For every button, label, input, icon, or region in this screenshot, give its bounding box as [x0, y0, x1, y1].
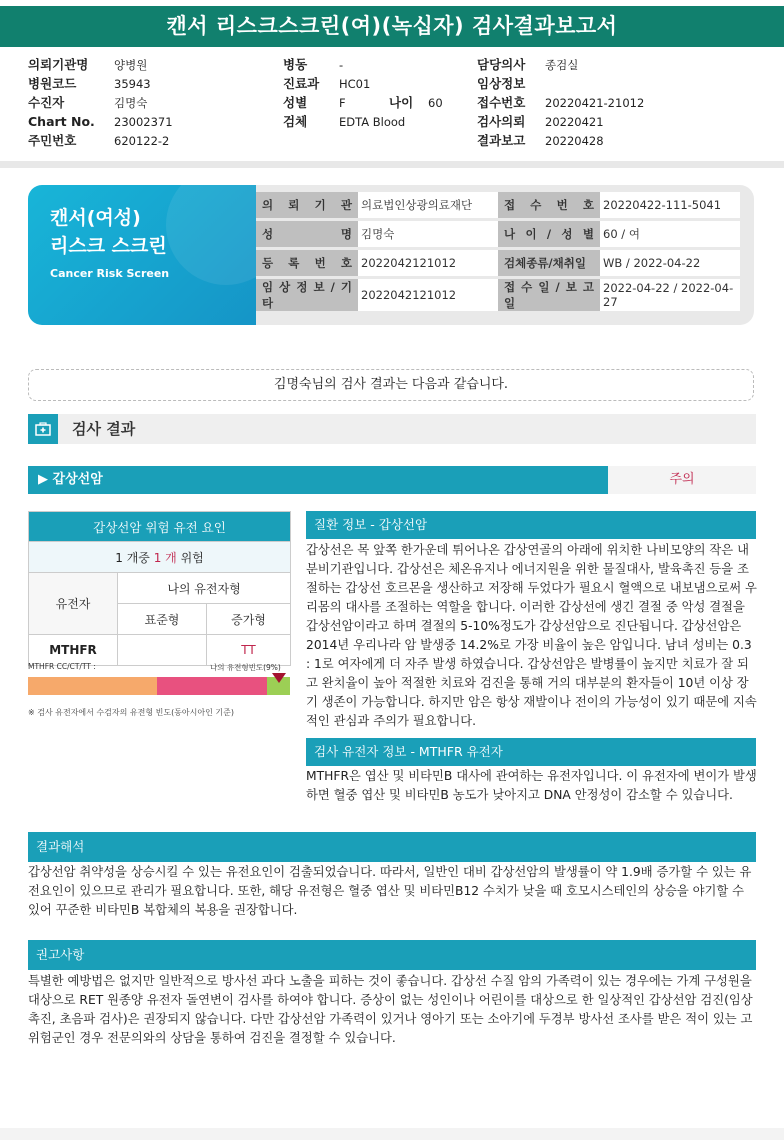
hospital-name-value: 양병원 [114, 58, 148, 72]
department-value: HC01 [339, 77, 371, 91]
info-row [256, 249, 740, 278]
gene-info-header: 검사 유전자 정보 - MTHFR 유전자 [306, 738, 756, 766]
chart-no-label: Chart No. [28, 114, 95, 129]
department-label: 진료과 [283, 76, 320, 91]
report-date-value: 20220428 [545, 134, 604, 148]
patient-info-table [256, 192, 740, 314]
banner-subtitle: Cancer Risk Screen [50, 267, 170, 280]
standard-type-value [118, 635, 207, 666]
gene-column-header: 유전자 [29, 573, 118, 635]
result-section-header [28, 414, 756, 444]
risk-status-badge: 주의 [608, 466, 756, 494]
hospital-code-label: 병원코드 [28, 76, 77, 91]
summary-suffix: 위험 [176, 550, 204, 565]
increased-type-value: TT [207, 635, 291, 666]
interpretation-header: 결과해석 [28, 832, 756, 862]
info-value: 20220422-111-5041 [600, 192, 740, 220]
report-date-label: 결과보고 [477, 133, 526, 148]
chart-no-value: 23002371 [114, 115, 173, 129]
gene-risk-table [28, 511, 291, 666]
banner-title-line1: 캔서(여성) [50, 207, 141, 229]
greeting-message: 김명숙님의 검사 결과는 다음과 같습니다. [28, 369, 754, 401]
disease-info-text: 갑상선은 목 앞쪽 한가운데 튀어나온 갑상연골의 아래에 위치한 나비모양의 작은 내분비기관입니다. 갑상선은 체온유지나 에너지원을 위한 물질대사, 발육촉진 등을 조절하는 갑상선 호르몬을 생산하고 저장해 두었다가 필요시 혈액으로 내보냄으로써 우리몸의 대사를 조절하는 역할을 합니다. 이러한 갑상선에 생긴 결절 중 악성 결절을 갑상선암이라고 하며 결절의 5-10%정도가 갑상선암으로 진단됩니다. 갑상선암은 2014년 우리나라 암 발생중 14.2%로 가장 비율이 높은 암입니다. 남녀 성비는 0.3 : 1로 여자에게 더 자주 발생 하였습니다. 갑상선암은 발병률이 높지만 치료가 잘 되고 완치율이 높아 적절한 치료와 검진을 통해 거의 대부분의 환자들이 10년 이상 장기 생존이 가능합니다. 하지만 암은 항상 재발이나 전이의 가능성이 있기 때문에 지속적인 관심과 주의가 필요합니다. [306, 543, 757, 728]
recommendation-text: 특별한 예방법은 없지만 일반적으로 방사선 과다 노출을 피하는 것이 좋습니다. 갑상선 수질 암의 가족력이 있는 경우에는 가계 구성원을 대상으로 RET 원종양 유전자 돌연변이 검사를 하여야 합니다. 증상이 없는 성인이나 어린이를 대상으로 한 일상적인 갑상선암 검진(임상 촉진, 초음파 검사)은 권장되지 않습니다. 다만 갑상선암 가족력이 있거나 영아기 또는 소아기에 두경부 방사선 조사를 받은 적이 있는 고위험군인 경우 전문의와의 상담을 통하여 검진을 결정할 수 있습니다. [28, 974, 753, 1045]
gene-name: MTHFR [29, 635, 118, 666]
banner-decoration [166, 185, 256, 285]
info-value: 60 / 여 [600, 220, 740, 249]
info-value: 의료법인상광의료재단 [358, 192, 498, 220]
gene-risk-summary [29, 542, 291, 573]
frequency-segment-cc [28, 677, 157, 695]
medical-kit-icon [28, 414, 58, 444]
gene-info-text: MTHFR은 엽산 및 비타민B 대사에 관여하는 유전자입니다. 이 유전자에 변이가 발생하면 혈중 엽산 및 비타민B 농도가 낮아지고 DNA 안정성이 감소할 수 있습니다. [306, 769, 757, 802]
increased-type-header: 증가형 [207, 604, 291, 635]
request-date-label: 검사의뢰 [477, 114, 526, 129]
info-label: 등 록 번 호 [256, 249, 358, 278]
genotype-freq-label: MTHFR CC/CT/TT : [28, 662, 96, 671]
gene-table-title: 갑상선암 위험 유전 요인 [29, 512, 291, 542]
info-label: 성 명 [256, 220, 358, 249]
info-value: 김명숙 [358, 220, 498, 249]
doctor-value: 종검실 [545, 58, 579, 72]
frequency-footnote: ※ 검사 유전자에서 수검자의 유전형 빈도(동아시아인 기준) [28, 708, 234, 717]
header-divider [0, 161, 784, 168]
patient-label: 수진자 [28, 95, 65, 110]
header-col-1 [28, 55, 173, 150]
summary-count: 1 개 [153, 550, 177, 565]
standard-type-header: 표준형 [118, 604, 207, 635]
doctor-label: 담당의사 [477, 57, 526, 72]
frequency-segment-ct [157, 677, 267, 695]
my-genotype-header: 나의 유전자형 [118, 573, 291, 604]
info-label: 검체종류/채취일 [498, 249, 600, 278]
my-genotype-marker-icon [272, 673, 286, 683]
disease-info-header: 질환 정보 - 갑상선암 [306, 511, 756, 539]
info-value: 2022042121012 [358, 249, 498, 278]
request-date-value: 20220421 [545, 115, 604, 129]
sex-value: F [339, 96, 346, 110]
interpretation-text: 갑상선암 취약성을 상승시킬 수 있는 유전요인이 검출되었습니다. 따라서, 일반인 대비 갑상선암의 발생률이 약 1.9배 증가할 수 있는 유전요인이 있으므로 관리가 필요합니다. 또한, 해당 유전형은 혈중 엽산 및 비타민B12 수치가 낮을 때 호모시스테인의 상승을 야기할 수 있어 꾸준한 비타민B 복합체의 복용을 권장합니다. [28, 865, 752, 917]
sex-label: 성별 [283, 95, 308, 110]
info-label: 나 이 / 성 별 [498, 220, 600, 249]
table-row [29, 635, 291, 666]
specimen-label: 검체 [283, 114, 308, 129]
header-col-2 [283, 55, 443, 131]
info-label: 접 수 번 호 [498, 192, 600, 220]
header-col-3 [477, 55, 644, 150]
hospital-name-label: 의뢰기관명 [28, 57, 89, 72]
summary-prefix: 1 개중 [115, 550, 154, 565]
recommendation-header: 권고사항 [28, 940, 756, 970]
age-value: 60 [428, 96, 443, 110]
info-label: 의 뢰 기 관 [256, 192, 358, 220]
report-title: 캔서 리스크스크린(여)(녹십자) 검사결과보고서 [0, 6, 784, 47]
hospital-code-value: 35943 [114, 77, 151, 91]
cancer-risk-banner [28, 185, 256, 325]
age-label: 나이 [389, 95, 414, 110]
info-row [256, 192, 740, 220]
ward-label: 병동 [283, 57, 308, 72]
my-genotype-freq-label: 나의 유전형빈도(9%) [210, 663, 281, 672]
genotype-frequency-bar [28, 677, 290, 695]
info-value: 2022042121012 [358, 278, 498, 313]
specimen-value: EDTA Blood [339, 115, 406, 129]
receipt-no-label: 접수번호 [477, 95, 526, 110]
info-label: 접 수 일 / 보 고 일 [498, 278, 600, 313]
resident-no-value: 620122-2 [114, 134, 170, 148]
info-row [256, 278, 740, 313]
resident-no-label: 주민번호 [28, 133, 77, 148]
banner-title-line2: 리스크 스크린 [50, 235, 167, 257]
cancer-category-bar: ▶ 갑상선암 [28, 466, 608, 494]
result-section-title: 검사 결과 [72, 420, 136, 438]
info-value: 2022-04-22 / 2022-04-27 [600, 278, 740, 313]
info-label: 임 상 정 보 / 기 타 [256, 278, 358, 313]
clinical-info-label: 임상정보 [477, 76, 526, 91]
ward-value: - [339, 58, 344, 72]
receipt-no-value: 20220421-21012 [545, 96, 645, 110]
info-row [256, 220, 740, 249]
info-value: WB / 2022-04-22 [600, 249, 740, 278]
patient-value: 김명숙 [114, 96, 148, 110]
